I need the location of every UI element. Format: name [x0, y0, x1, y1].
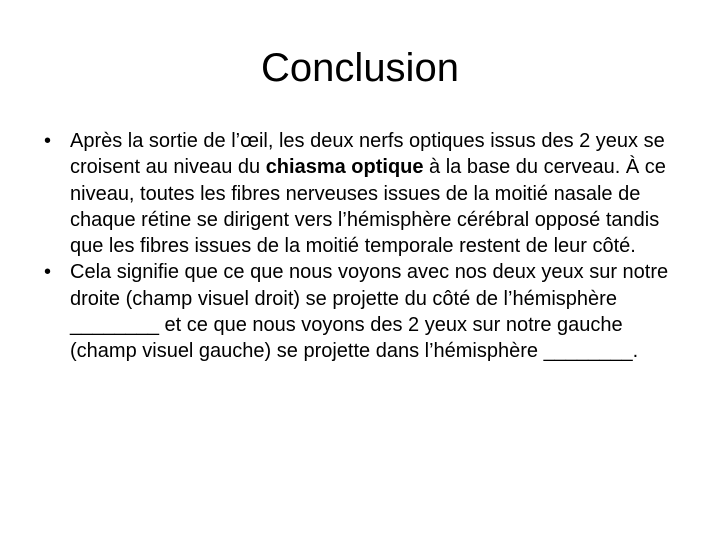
bullet-list [44, 128, 684, 365]
bullet-marker: • [44, 130, 52, 152]
bullet-text-part: Après la sortie de l’œil, les deux nerfs optiques issus des 2 yeux se croisent au niveau du [70, 130, 665, 179]
bullet-emphasis-chiasma-optique: chiasma optique [265, 156, 424, 179]
bullet-text: Cela signifie que ce que nous voyons avec nos deux yeux sur notre droite (champ visuel droit) se projette du côté de l’hémisphère ________ et ce que nous voyons des 2 yeux sur notre gauche (champ visuel gauche) se projette dans l’hémisphère ________. [70, 261, 669, 363]
bullet-item-optic-chiasm [44, 128, 684, 259]
bullet-text-part: à la base du cerveau. À ce niveau, toutes les fibres nerveuses issues de la moitié nasale de chaque rétine se dirigent vers l’hémisphère cérébral opposé tandis que les fibres issues de la moitié temporale restent de leur côté. [70, 156, 666, 258]
bullet-item-visual-field [44, 259, 684, 364]
bullet-marker: • [44, 261, 52, 284]
slide-title: Conclusion [261, 46, 459, 90]
